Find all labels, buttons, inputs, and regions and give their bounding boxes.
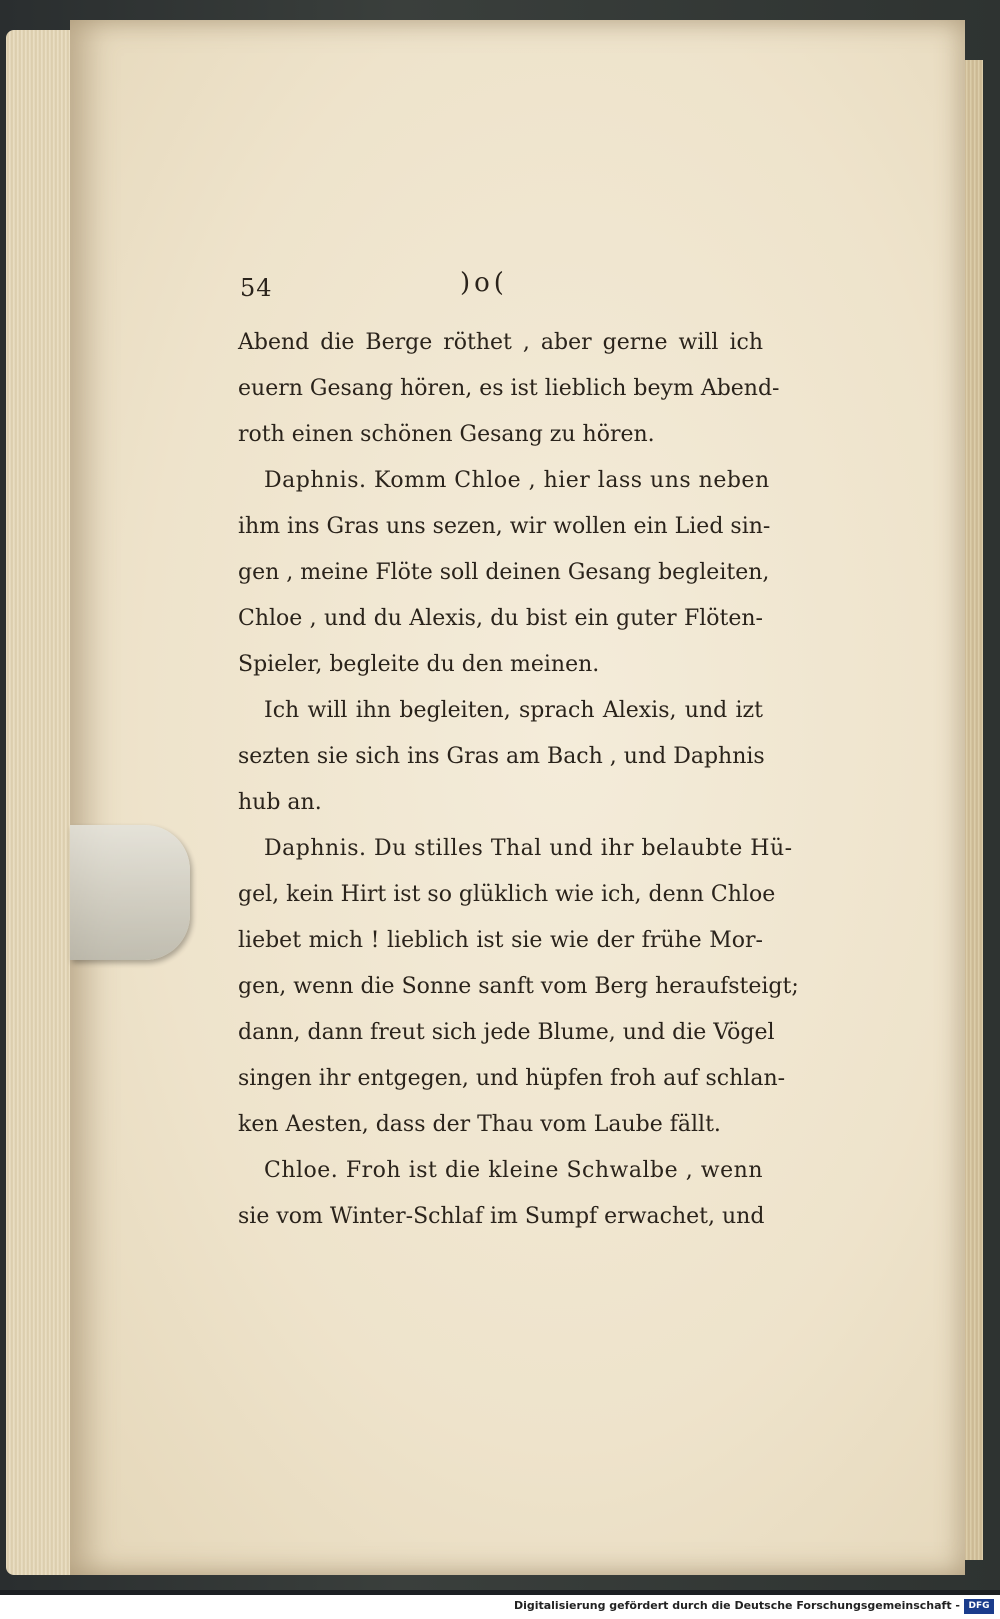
text-line: gel, kein Hirt ist so glüklich wie ich, denn Chloe <box>238 882 776 907</box>
text-line: Abend die Berge röthet , aber gerne will ich <box>238 330 763 355</box>
text-line: gen, wenn die Sonne sanft vom Berg heraufsteigt; <box>238 974 799 999</box>
text-line: Chloe , und du Alexis, du bist ein guter Flöten- <box>238 606 763 631</box>
text-line: Daphnis. Komm Chloe , hier lass uns neben <box>264 468 770 493</box>
text-line: ihm ins Gras uns sezen, wir wollen ein Lied sin- <box>238 514 771 539</box>
text-line: Chloe. Froh ist die kleine Schwalbe , wenn <box>264 1158 763 1183</box>
text-line: dann, dann freut sich jede Blume, und die Vögel <box>238 1020 775 1045</box>
text-line: sezten sie sich ins Gras am Bach , und Daphnis <box>238 744 765 769</box>
page-number: 54 <box>240 274 273 302</box>
text-line: roth einen schönen Gesang zu hören. <box>238 422 655 447</box>
text-line: liebet mich ! lieblich ist sie wie der frühe Mor- <box>238 928 763 953</box>
footer-bar <box>0 1595 1000 1619</box>
text-line: ken Aesten, dass der Thau vom Laube fällt. <box>238 1112 721 1137</box>
text-line: sie vom Winter-Schlaf im Sumpf erwachet, und <box>238 1204 765 1229</box>
text-line: euern Gesang hören, es ist lieblich beym Abend- <box>238 376 780 401</box>
dfg-logo: DFG <box>964 1599 994 1614</box>
page-clip <box>70 825 190 960</box>
text-line: gen , meine Flöte soll deinen Gesang begleiten, <box>238 560 770 585</box>
text-line: Daphnis. Du stilles Thal und ihr belaubte Hü- <box>264 836 793 861</box>
text-line: Ich will ihn begleiten, sprach Alexis, und izt <box>264 698 763 723</box>
left-page-edges <box>6 30 76 1575</box>
text-line: hub an. <box>238 790 322 815</box>
page-header <box>240 268 760 308</box>
text-line: singen ihr entgegen, und hüpfen froh auf schlan- <box>238 1066 786 1091</box>
funding-credit: Digitalisierung gefördert durch die Deutsche Forschungsgemeinschaft - <box>513 1599 960 1612</box>
body-text <box>238 320 799 1240</box>
text-line: Spieler, begleite du den meinen. <box>238 652 600 677</box>
running-head: )o( <box>460 268 508 298</box>
